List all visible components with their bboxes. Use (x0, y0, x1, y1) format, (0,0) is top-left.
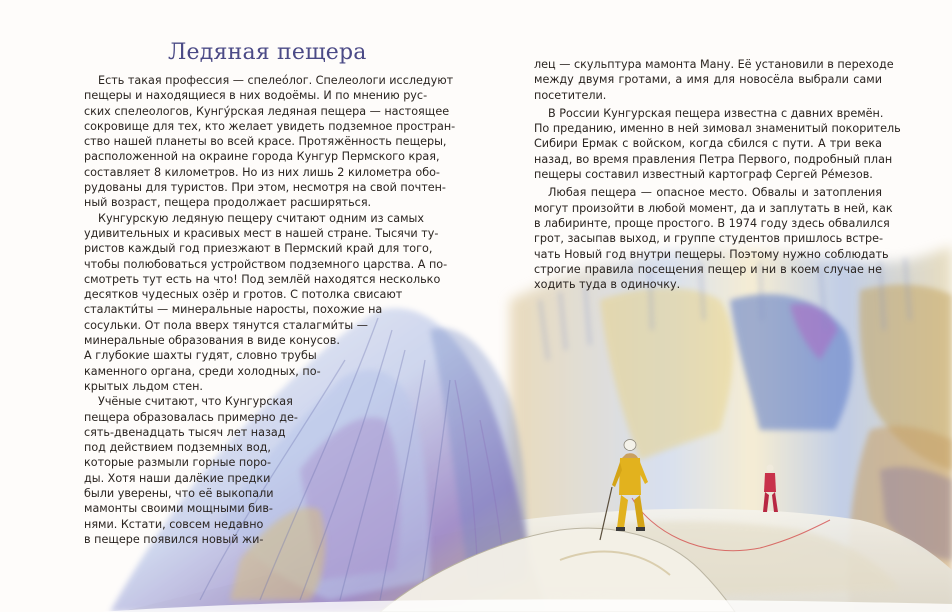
left-paragraph-3 (84, 394, 413, 547)
text-line: сокровище для тех, кто желает увидеть подземное простран- (84, 119, 456, 133)
text-line: мамонты своими мощными бив- (84, 502, 273, 516)
right-paragraph-2 (534, 106, 901, 182)
text-line: назад, во время правления Петра Первого, подробный план (534, 152, 893, 166)
text-line: под действием подземных вод, (84, 441, 271, 455)
text-line: Учёные считают, что Кунгурская (98, 395, 293, 409)
text-line: расположенной на окраине города Кунгур Пермского края, (84, 150, 440, 164)
left-paragraph-2 (84, 211, 448, 395)
text-line: сосульки. От пола вверх тянутся сталагми́ты — (84, 318, 368, 332)
text-line: каменного органа, среди холодных, по- (84, 364, 321, 378)
text-line: ный возраст, пещера продолжает расширяться. (84, 196, 372, 210)
text-line: удивительных и красивых мест в нашей стране. Тысячи ту- (84, 226, 439, 240)
text-line: чать Новый год внутри пещеры. Поэтому нужно соблюдать (534, 247, 889, 261)
text-line: Любая пещера — опасное место. Обвалы и затопления (548, 186, 882, 200)
text-line: ство нашей планеты во всей красе. Протяжённость пещеры, (84, 135, 447, 149)
text-line: В России Кунгурская пещера известна с давних времён. (548, 106, 884, 120)
right-paragraph-1 (534, 57, 894, 103)
text-line: ристов каждый год приезжают в Пермский край для того, (84, 242, 433, 256)
left-column (84, 73, 456, 547)
left-paragraph-1 (84, 73, 456, 211)
text-line: Есть такая профессия — спелеóлог. Спелеологи исследуют (98, 74, 454, 87)
text-line: ходить туда в одиночку. (534, 278, 681, 292)
text-line: смотреть тут есть на что! Под землёй находятся несколько (84, 272, 441, 286)
text-line: десятков чудесных озёр и гротов. С потолка свисают (84, 288, 403, 302)
text-line: в лабиринте, проще простого. В 1974 году здесь обвалился (534, 216, 890, 230)
text-line: минеральные образования в виде конусов. (84, 334, 340, 348)
text-line: ды. Хотя наши далёкие предки (84, 471, 271, 485)
text-line: По преданию, именно в ней зимовал знаменитый покоритель (534, 122, 901, 136)
right-paragraph-3 (534, 185, 893, 292)
right-column (534, 57, 901, 292)
text-line: крытых льдом стен. (84, 379, 203, 393)
text-line: грот, засыпав выход, и группе студентов пришлось встре- (534, 232, 884, 246)
text-line: составляет 8 километров. Но из них лишь 2 километра обо- (84, 165, 440, 179)
text-line: посетители. (534, 88, 607, 102)
text-line: могут произойти в любой момент, да и заплутать в ней, как (534, 201, 893, 215)
text-line: которые размыли горные поро- (84, 456, 272, 470)
text-line: в пещере появился новый жи- (84, 532, 264, 546)
text-line: пещеры и находящиеся в них водоёмы. И по мнению рус- (84, 89, 428, 103)
text-line: рудованы для туристов. При этом, несмотря на свой почтен- (84, 181, 446, 195)
page-title: Ледяная пещера (168, 40, 367, 65)
text-line: А глубокие шахты гудят, словно трубы (84, 349, 317, 363)
text-line: пещеры составил известный картограф Сергей Ре́мезов. (534, 168, 873, 182)
text-line: чтобы полюбоваться устройством подземного царства. А по- (84, 257, 448, 271)
text-line: ских спелеологов, Кунгýрская ледяная пещера — настоящее (84, 104, 450, 118)
text-line: нями. Кстати, совсем недавно (84, 517, 264, 531)
text-line: между двумя гротами, а имя для новосёла выбрали сами (534, 73, 882, 87)
text-line: строгие правила посещения пещер и ни в коем случае не (534, 262, 882, 276)
text-line: сять-двенадцать тысяч лет назад (84, 425, 286, 439)
text-line: Кунгурскую ледяную пещеру считают одним из самых (98, 211, 425, 225)
text-line: лец — скульптура мамонта Ману. Её установили в переходе (534, 58, 894, 71)
text-line: сталакти́ты — минеральные наросты, похожие на (84, 303, 383, 317)
text-line: были уверены, что её выкопали (84, 487, 274, 501)
text-line: Сибири Ермак с войском, когда сбился с пути. А три века (534, 137, 882, 151)
text-line: пещера образовалась примерно де- (84, 410, 298, 424)
